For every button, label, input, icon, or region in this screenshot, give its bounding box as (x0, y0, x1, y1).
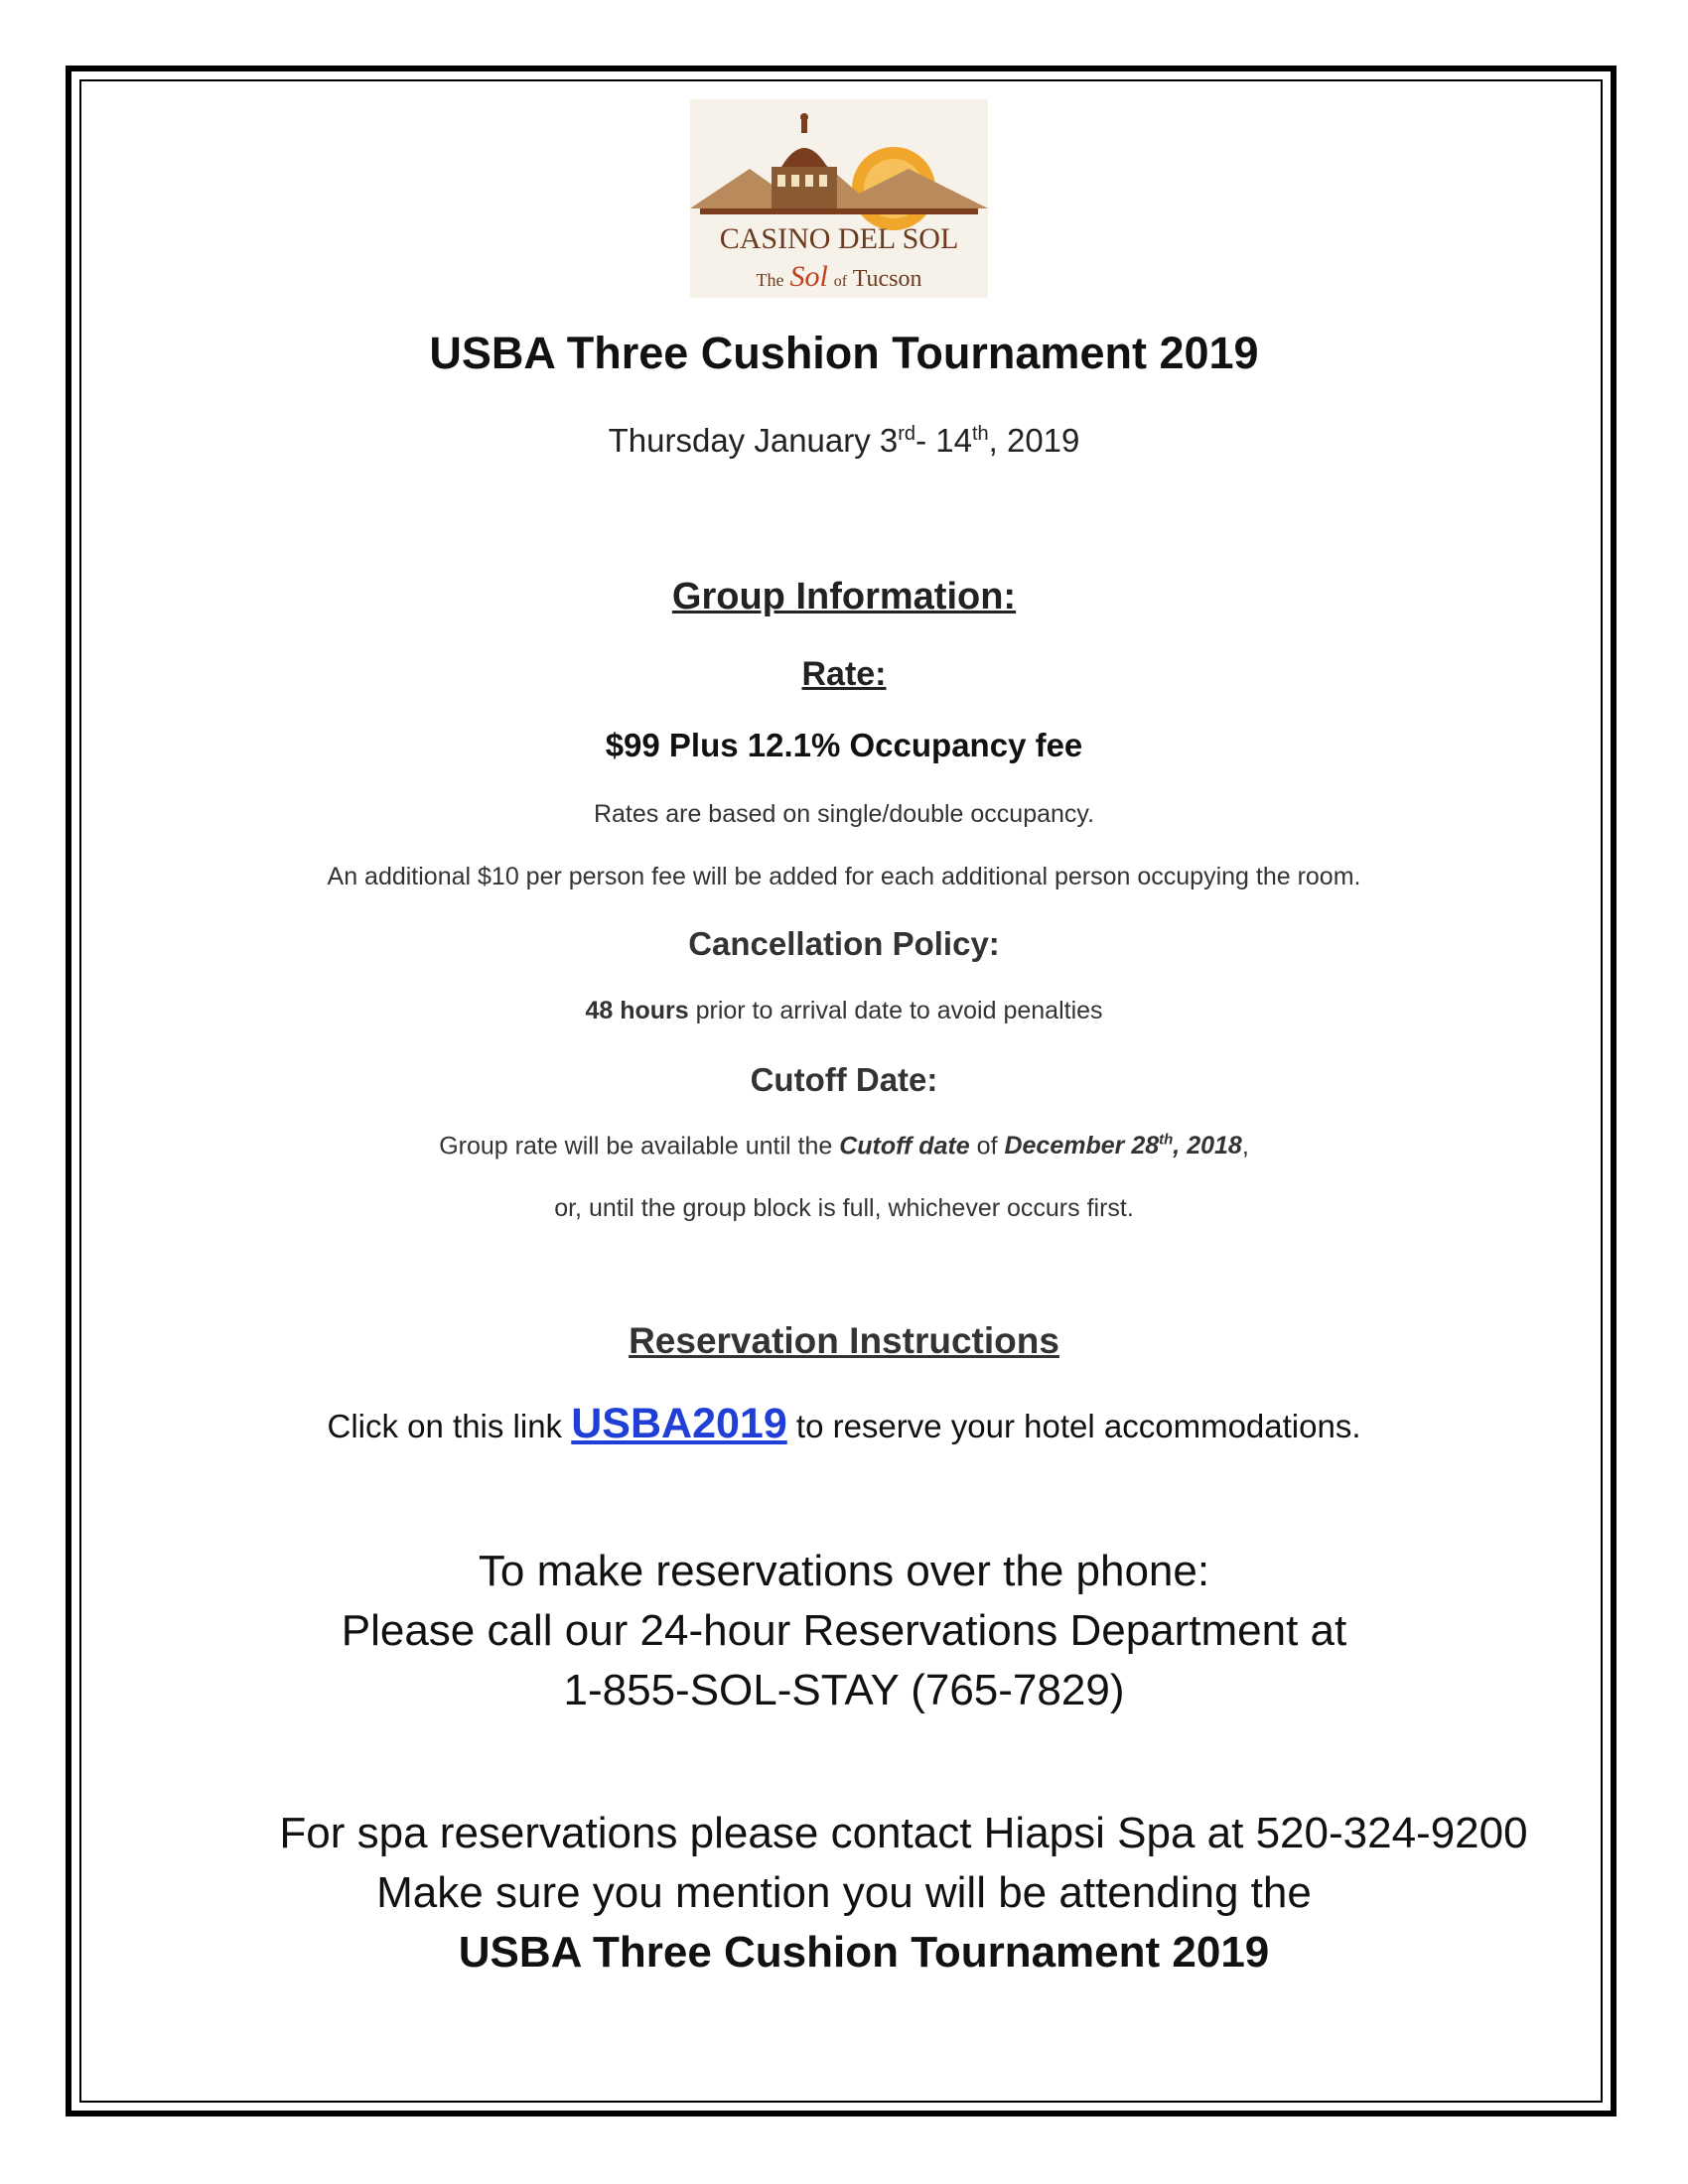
cutoff-date-text: Group rate will be available until the Cutoff date of December 28th, 2018, (439, 1132, 1249, 1160)
cutoff-date-heading: Cutoff Date: (750, 1061, 938, 1098)
casino-del-sol-logo (690, 99, 988, 298)
spa-mention-line: Make sure you mention you will be attending the (376, 1868, 1312, 1917)
phone-reservations-number: 1-855-SOL-STAY (765-7829) (563, 1666, 1125, 1714)
reservation-instructions-heading: Reservation Instructions (629, 1320, 1059, 1361)
usba2019-link[interactable]: USBA2019 (571, 1400, 787, 1447)
rate-value: $99 Plus 12.1% Occupancy fee (605, 727, 1083, 763)
document-title: USBA Three Cushion Tournament 2019 (429, 328, 1259, 378)
cancellation-policy-heading: Cancellation Policy: (688, 925, 1000, 962)
cutoff-date-text-2: or, until the group block is full, whichever occurs first. (554, 1194, 1134, 1222)
logo-tagline-of: of (833, 273, 848, 290)
cancellation-policy-text: 48 hours prior to arrival date to avoid penalties (585, 997, 1103, 1024)
phone-reservations-line-2: Please call our 24-hour Reservations Department at (341, 1606, 1347, 1655)
logo-tagline-sol: Sol (789, 260, 828, 293)
event-dates: Thursday January 3rd- 14th, 2019 (608, 422, 1080, 459)
spa-event-name: USBA Three Cushion Tournament 2019 (458, 1928, 1270, 1977)
group-information-heading: Group Information: (671, 576, 1017, 617)
reservation-link-line: Click on this link USBA2019 to reserve your hotel accommodations. (327, 1400, 1361, 1447)
spa-contact-line: For spa reservations please contact Hiapsi Spa at 520-324-9200 (279, 1809, 1528, 1857)
logo-tagline-the: The (756, 270, 784, 290)
logo-name: CASINO DEL SOL (719, 222, 959, 255)
logo-tagline-city: Tucson (852, 266, 922, 292)
rate-note-additional-fee: An additional $10 per person fee will be added for each additional person occupying the room. (327, 863, 1361, 890)
rate-note-occupancy: Rates are based on single/double occupancy. (593, 800, 1095, 828)
rate-heading: Rate: (801, 655, 887, 693)
phone-reservations-line-1: To make reservations over the phone: (478, 1547, 1210, 1595)
